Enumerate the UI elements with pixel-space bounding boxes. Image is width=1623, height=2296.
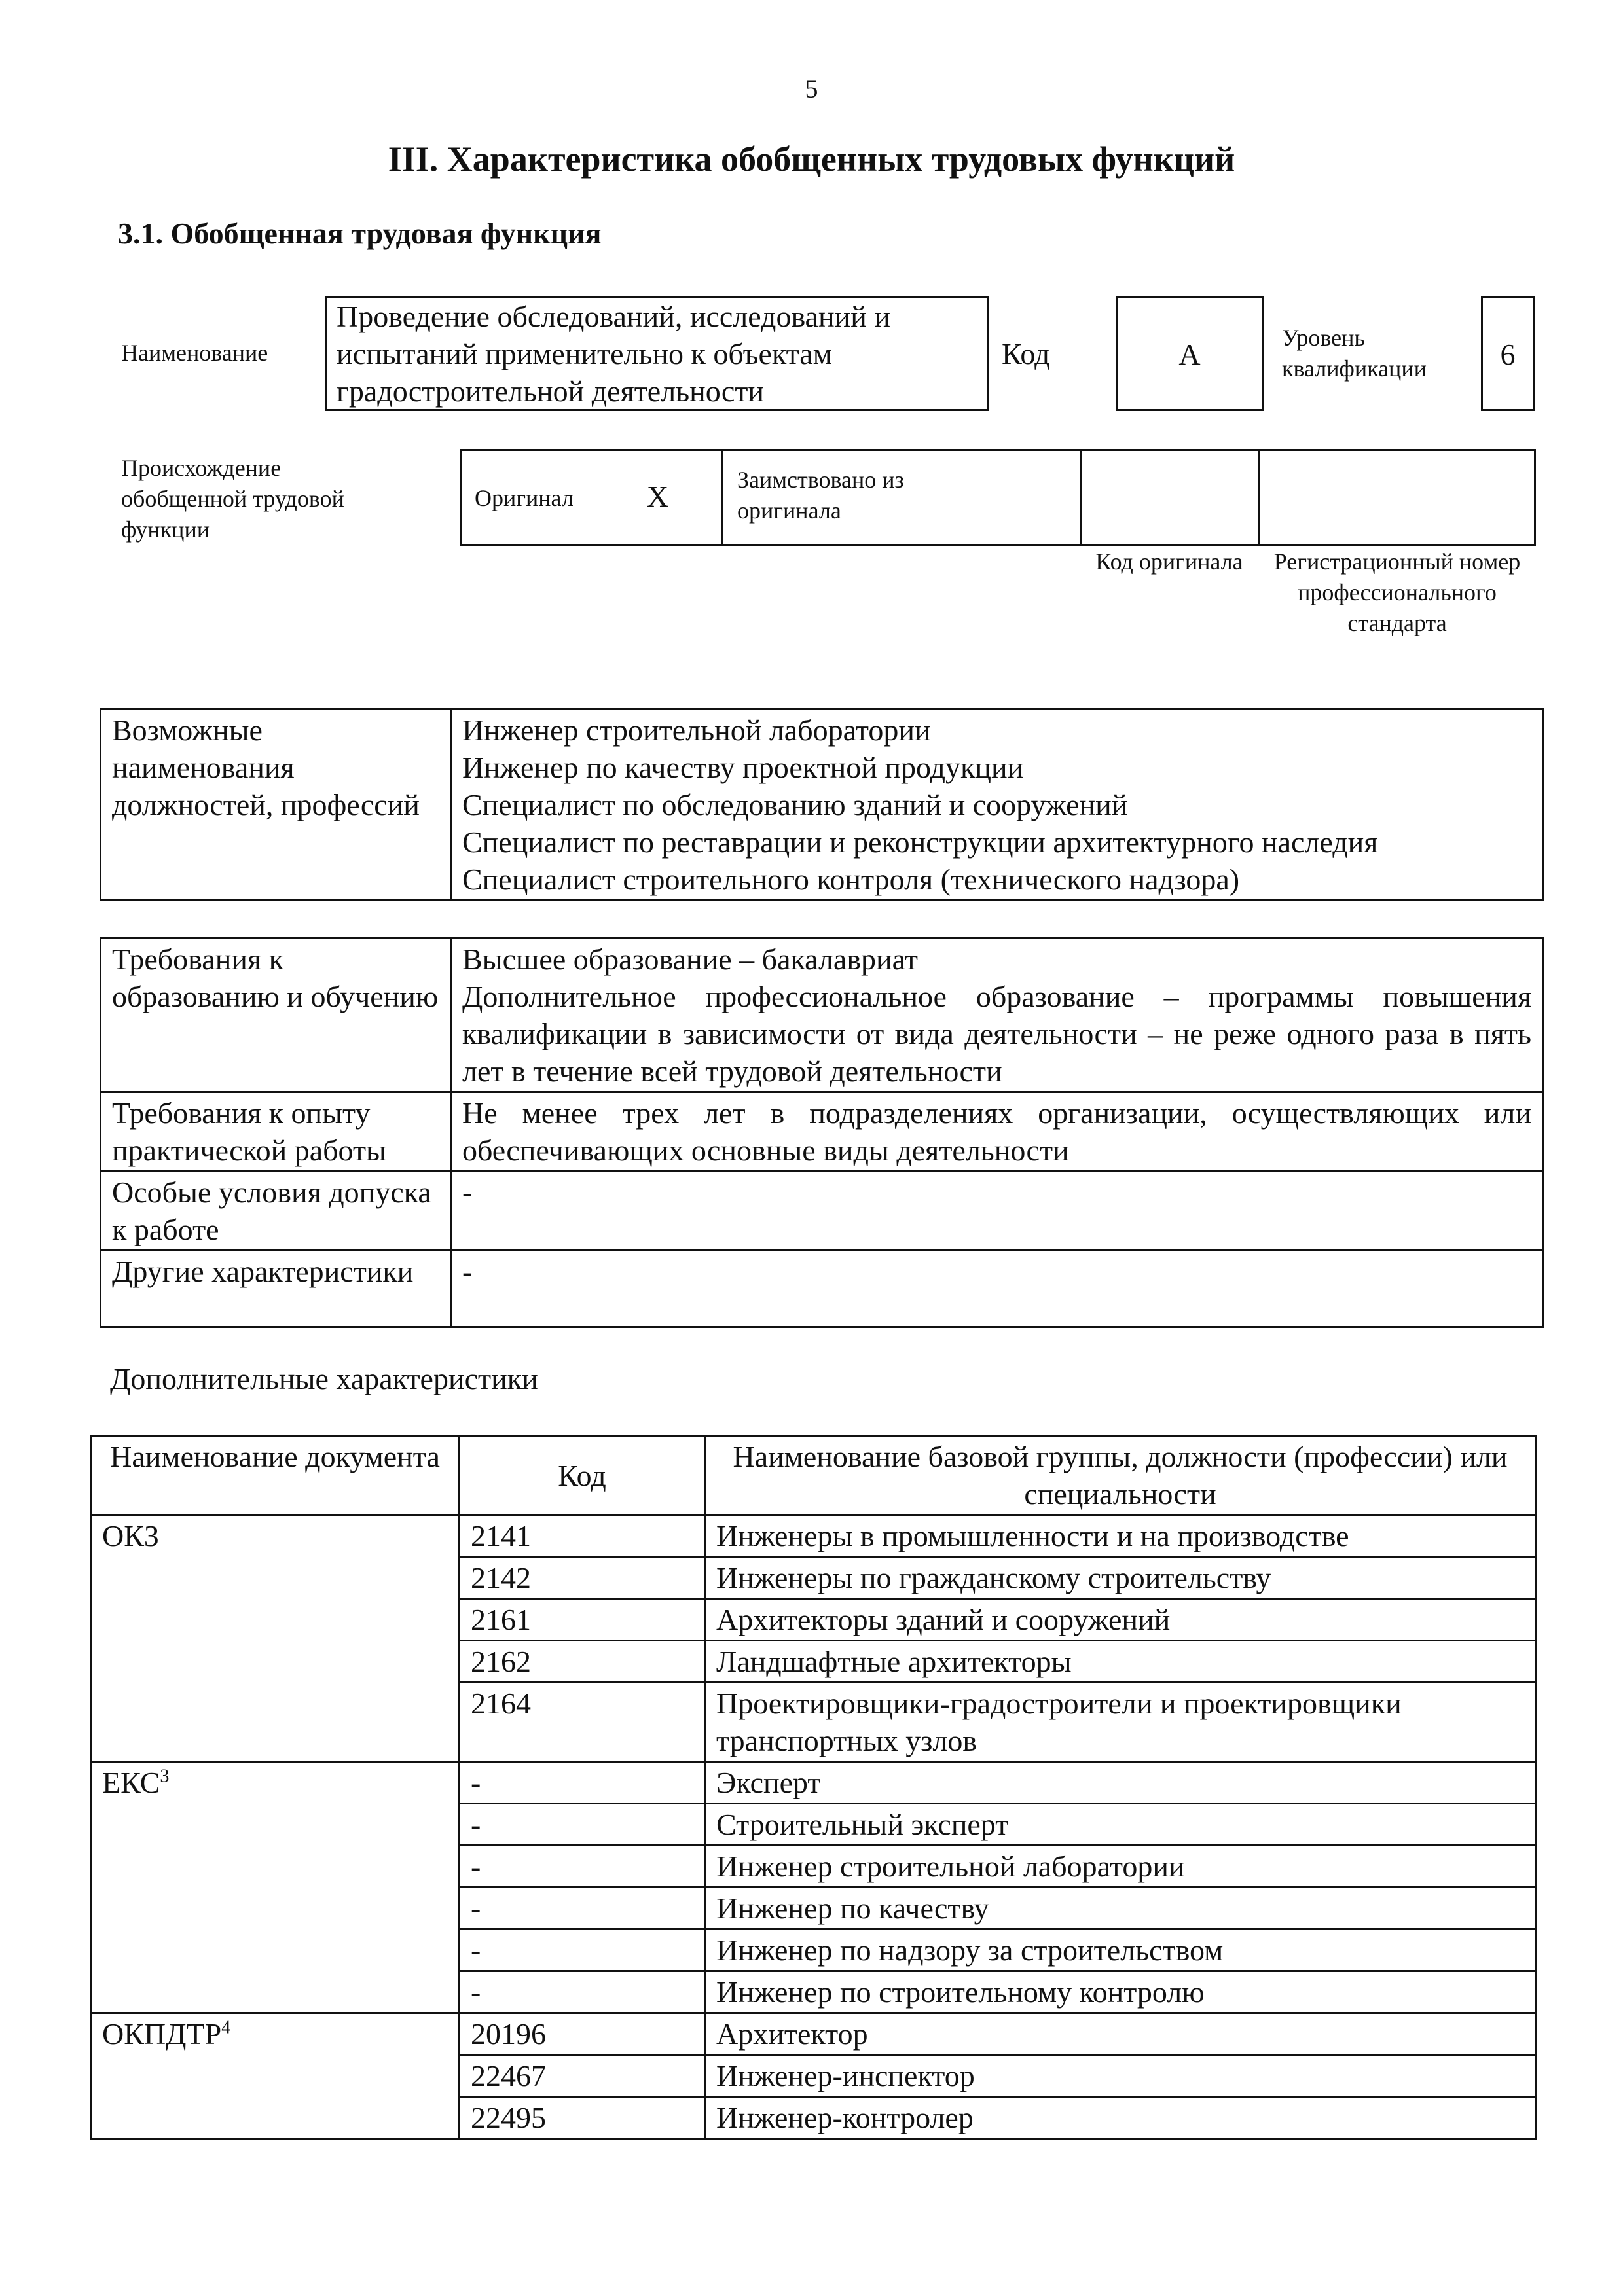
level-box	[1481, 296, 1535, 411]
req-value: Не менее трех лет в подразделениях организации, осуществляющих или обеспечивающих основные виды деятельности	[451, 1092, 1543, 1172]
reg-number-caption: Регистрационный номер профессионального стандарта	[1273, 548, 1521, 636]
position-item: Специалист строительного контроля (технического надзора)	[462, 863, 1240, 896]
table-cell-code: 2141	[460, 1515, 705, 1557]
table-cell-code: 20196	[460, 2013, 705, 2055]
original-mark: X	[647, 480, 669, 513]
table-cell-name: Инженер строительной лаборатории	[705, 1846, 1536, 1888]
position-item: Специалист по реставрации и реконструкции архитектурного наследия	[462, 825, 1378, 859]
table-cell-name: Инженеры по гражданскому строительству	[705, 1557, 1536, 1599]
table-cell-code: -	[460, 1971, 705, 2013]
position-item: Специалист по обследованию зданий и сооружений	[462, 788, 1128, 821]
header-code: Код	[460, 1436, 705, 1515]
level-label: Уровень квалификации	[1282, 325, 1427, 382]
origin-divider-2	[1080, 449, 1082, 546]
table-cell-name: Инженер-контролер	[705, 2097, 1536, 2139]
section-title: III. Характеристика обобщенных трудовых функций	[388, 139, 1235, 179]
doc-eks: ЕКС$^3$	[91, 1762, 460, 2013]
table-cell-name: Инженер по строительному контролю	[705, 1971, 1536, 2013]
table-cell-code: -	[460, 1888, 705, 1929]
table-cell-name: Эксперт	[705, 1762, 1536, 1804]
req-value: -	[451, 1172, 1543, 1251]
position-item: Инженер строительной лаборатории	[462, 713, 931, 747]
table-cell-name: Ландшафтные архитекторы	[705, 1641, 1536, 1683]
code-label: Код	[1002, 337, 1050, 370]
additional-table	[90, 1435, 1537, 2140]
table-cell-name: Инженер по качеству	[705, 1888, 1536, 1929]
positions-table	[100, 708, 1544, 901]
table-cell-name: Архитектор	[705, 2013, 1536, 2055]
table-cell-code: 22495	[460, 2097, 705, 2139]
table-cell-name: Проектировщики-градостроители и проектировщики транспортных узлов	[705, 1683, 1536, 1762]
table-cell-name: Инженеры в промышленности и на производстве	[705, 1515, 1536, 1557]
borrowed-label: Заимствовано из оригинала	[737, 467, 904, 524]
table-cell-code: 2162	[460, 1641, 705, 1683]
req-value: -	[451, 1251, 1543, 1327]
req-label: Особые условия допуска к работе	[101, 1172, 451, 1251]
function-name-value: Проведение обследований, исследований и испытаний применительно к объектам градостроительной деятельности	[337, 300, 890, 408]
origin-divider-3	[1258, 449, 1260, 546]
page-number: 5	[805, 74, 818, 103]
table-cell-code: 2142	[460, 1557, 705, 1599]
doc-okz: ОКЗ	[91, 1515, 460, 1762]
header-doc: Наименование документа	[91, 1436, 460, 1515]
origin-box	[460, 449, 1536, 546]
code-box	[1116, 296, 1264, 411]
req-label: Другие характеристики	[101, 1251, 451, 1327]
table-cell-name: Строительный эксперт	[705, 1804, 1536, 1846]
table-cell-code: -	[460, 1929, 705, 1971]
table-cell-code: 22467	[460, 2055, 705, 2097]
origin-label: Происхождение обобщенной трудовой функции	[121, 455, 344, 543]
table-cell-name: Инженер-инспектор	[705, 2055, 1536, 2097]
table-cell-code: 2161	[460, 1599, 705, 1641]
original-label: Оригинал	[475, 485, 574, 511]
table-cell-code: -	[460, 1762, 705, 1804]
code-value: A	[1178, 338, 1201, 371]
requirements-table	[100, 937, 1544, 1328]
header-name: Наименование базовой группы, должности (профессии) или специальности	[705, 1436, 1536, 1515]
table-cell-code: -	[460, 1804, 705, 1846]
function-name-box	[325, 296, 989, 411]
position-item: Инженер по качеству проектной продукции	[462, 751, 1024, 784]
table-cell-name: Инженер по надзору за строительством	[705, 1929, 1536, 1971]
name-label: Наименование	[121, 340, 268, 366]
positions-label: Возможные наименования должностей, профессий	[101, 709, 451, 901]
req-value: Высшее образование – бакалавриат Дополнительное профессиональное образование – программы повышения квалификации в зависимости от вида деятельности – не реже одного раза в пять лет в течение всей трудовой деятельности	[451, 939, 1543, 1092]
footnote-mark: 4	[221, 2017, 231, 2038]
subsection-title: 3.1. Обобщенная трудовая функция	[118, 217, 602, 250]
positions-list	[451, 709, 1543, 901]
table-cell-code: -	[460, 1846, 705, 1888]
doc-okpdtr: ОКПДТР$^4$	[91, 2013, 460, 2139]
req-label: Требования к образованию и обучению	[101, 939, 451, 1092]
origin-divider-1	[721, 449, 723, 546]
footnote-mark: 3	[160, 1766, 170, 1787]
req-label: Требования к опыту практической работы	[101, 1092, 451, 1172]
additional-title: Дополнительные характеристики	[110, 1362, 538, 1395]
table-cell-code: 2164	[460, 1683, 705, 1762]
level-value: 6	[1500, 338, 1516, 371]
table-cell-name: Архитекторы зданий и сооружений	[705, 1599, 1536, 1641]
code-original-caption: Код оригинала	[1095, 548, 1243, 575]
